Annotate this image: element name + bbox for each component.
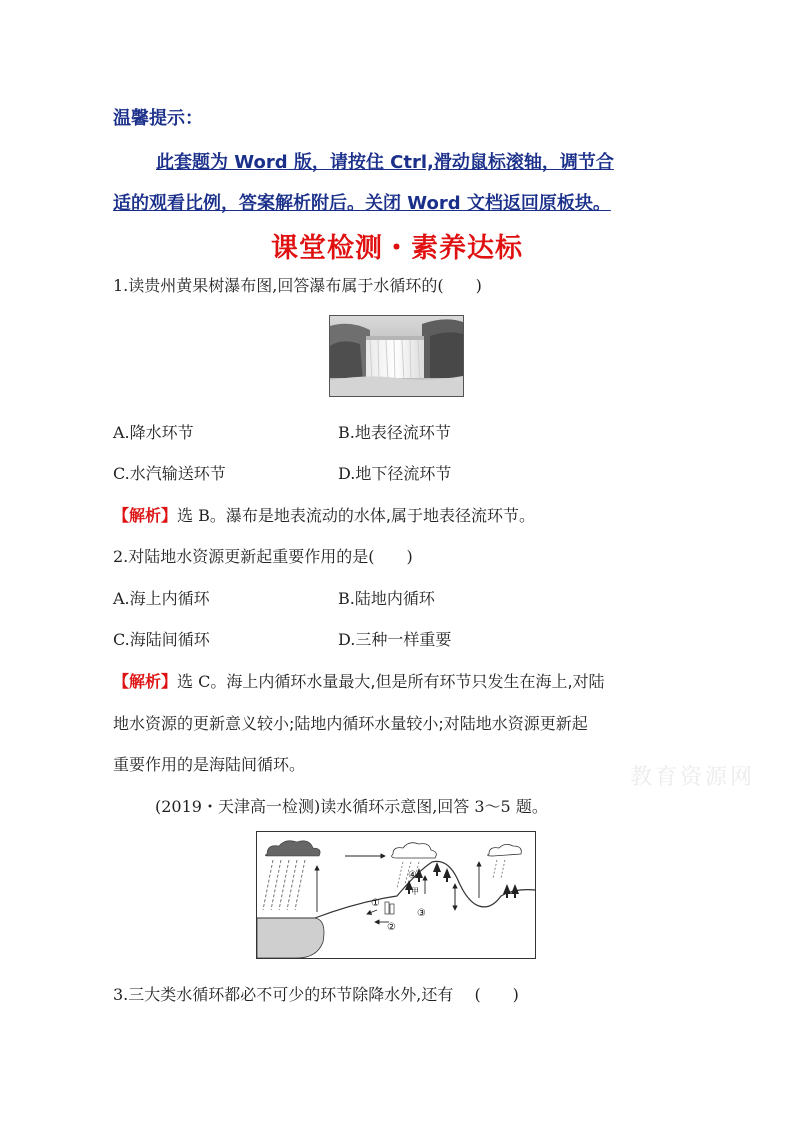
q2-option-a: A.海上内循环 xyxy=(113,589,210,608)
trees-icon xyxy=(405,862,519,898)
water-cycle-diagram xyxy=(256,831,536,959)
tip-line-1: 此套题为 Word 版，请按住 Ctrl,滑动鼠标滚轴，调节合 xyxy=(156,152,614,173)
section-heading: 课堂检测・素养达标 xyxy=(271,233,523,264)
diagram-label-jia: 甲 xyxy=(411,887,419,896)
analysis-tag: 【解析】 xyxy=(113,506,178,525)
buildings-icon xyxy=(385,902,394,914)
q1-option-d: D.地下径流环节 xyxy=(338,464,452,483)
question-3-stem: 3.三大类水循环都必不可少的环节除降水外,还有 ( ) xyxy=(113,985,519,1004)
question-1-stem: 1.读贵州黄果树瀑布图,回答瀑布属于水循环的( ) xyxy=(113,276,482,295)
q1-option-b: B.地表径流环节 xyxy=(338,423,451,442)
q1-option-a: A.降水环节 xyxy=(113,423,194,442)
tip-line-2: 适的观看比例，答案解析附后。关闭 Word 文档返回原板块。 xyxy=(113,193,611,214)
analysis-text: 瀑布是地表流动的水体,属于地表径流环节。 xyxy=(225,506,535,525)
q2-analysis-line-3: 重要作用的是海陆间循环。 xyxy=(113,755,306,774)
tip-title: 温馨提示： xyxy=(113,108,203,129)
q2-analysis-line-1 xyxy=(113,669,605,692)
diagram-label-4: ④ xyxy=(408,870,417,881)
group-intro: (2019・天津高一检测)读水循环示意图,回答 3～5 题。 xyxy=(155,797,548,816)
q2-option-c: C.海陆间循环 xyxy=(113,630,210,649)
analysis-lead: 选 B。 xyxy=(177,506,226,525)
analysis-text: 海上内循环水量最大,但是所有环节只发生在海上,对陆 xyxy=(226,672,605,691)
diagram-label-1: ① xyxy=(371,898,380,909)
analysis-lead: 选 C。 xyxy=(177,672,227,691)
cloud-sea-icon xyxy=(265,841,320,856)
waterfall-photo xyxy=(329,315,464,397)
watermark: 教育资源网 xyxy=(630,765,756,790)
diagram-label-3: ③ xyxy=(417,908,426,919)
question-2-stem: 2.对陆地水资源更新起重要作用的是( ) xyxy=(113,547,413,566)
q2-option-d: D.三种一样重要 xyxy=(338,630,452,649)
cloud-inland-icon xyxy=(488,844,522,856)
cloud-mountain-icon xyxy=(392,843,437,858)
analysis-tag: 【解析】 xyxy=(113,672,178,691)
q1-option-c: C.水汽输送环节 xyxy=(113,464,226,483)
q2-analysis-line-2: 地水资源的更新意义较小;陆地内循环水量较小;对陆地水资源更新起 xyxy=(113,714,588,733)
q1-analysis xyxy=(113,503,535,526)
diagram-label-2: ② xyxy=(387,922,396,933)
q2-option-b: B.陆地内循环 xyxy=(338,589,435,608)
